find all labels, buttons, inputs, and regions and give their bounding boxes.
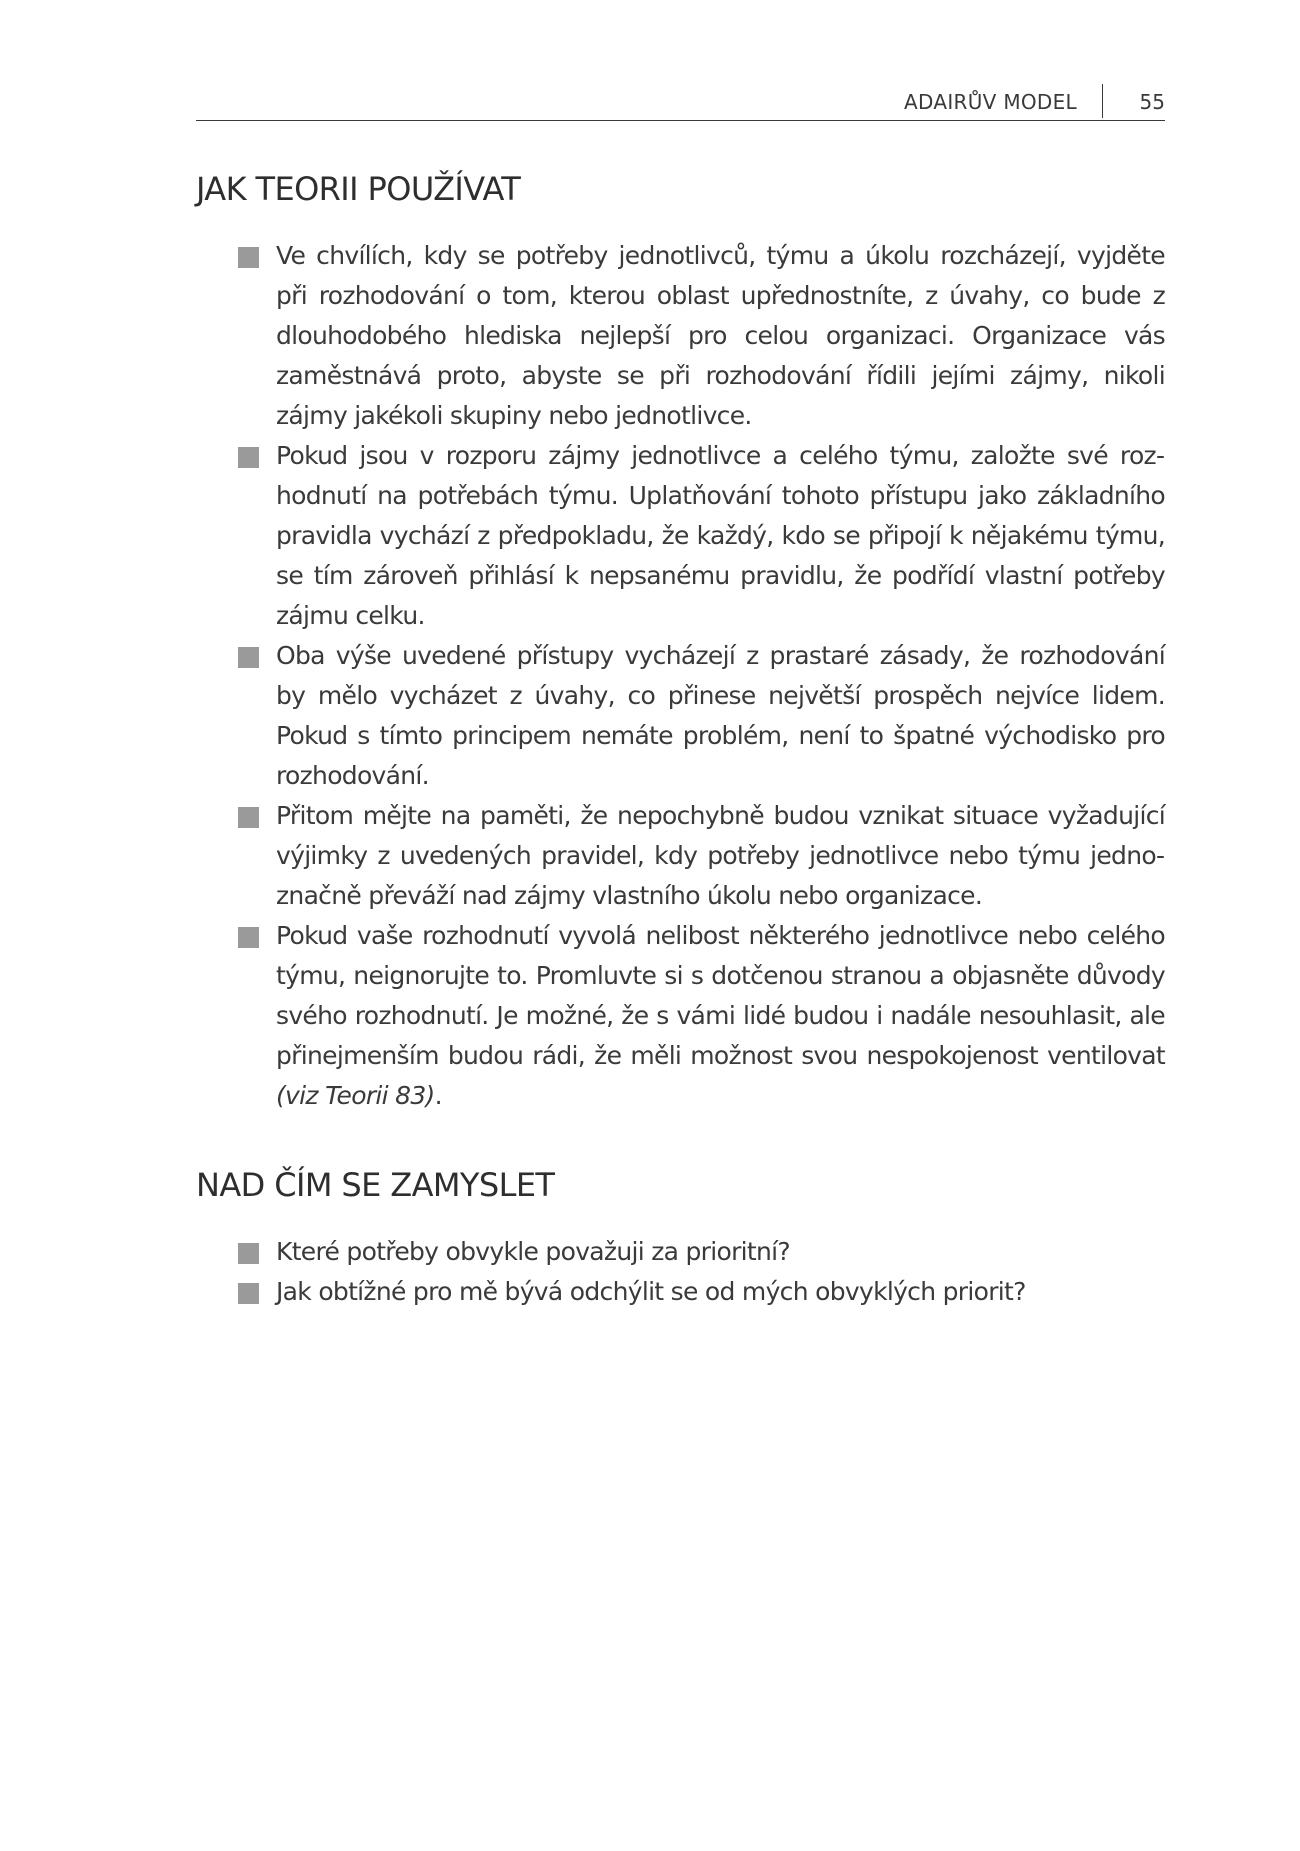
list-item-text: Ve chvílích, kdy se potřeby jednotlivců, týmu a úkolu rozcházejí, vyjděte při rozhodování o tom, kterou oblast upřednostníte, z úvahy, co bude z dlouhodobého hlediska nejlepší pro celou organizaci. Organizace vás zaměstnává proto, abyste se při rozhodování řídili jejími zájmy, nikoli zájmy jakékoli skupiny nebo jednotlivce. xyxy=(276,241,1165,430)
theory-reference: (viz Teorii 83) xyxy=(276,1081,435,1110)
list-item xyxy=(238,916,1165,1116)
list-item-text: Přitom mějte na paměti, že nepochybně budou vznikat situace vyžadující výjimky z uvedených pravidel, kdy potřeby jednotlivce nebo týmu jednoznačně převáží nad zájmy vlastního úkolu nebo organizace. xyxy=(276,801,1165,910)
list-item xyxy=(238,436,1165,636)
header-divider xyxy=(1102,84,1104,118)
square-bullet-icon xyxy=(238,447,259,468)
list-item-text: Které potřeby obvykle považuji za prioritní? xyxy=(276,1237,790,1266)
square-bullet-icon xyxy=(238,247,259,268)
list-item-text: Oba výše uvedené přístupy vycházejí z prastaré zásady, že rozhodování by mělo vycházet z úvahy, co přinese největší prospěch nejvíce lidem. Pokud s tímto principem nemáte problém, není to špatné východisko pro rozhodování. xyxy=(276,641,1165,790)
list-item xyxy=(238,636,1165,796)
list-item xyxy=(238,1232,1165,1272)
section-heading-reflection: NAD ČÍM SE ZAMYSLET xyxy=(196,1166,555,1204)
square-bullet-icon xyxy=(238,647,259,668)
list-item xyxy=(238,236,1165,436)
running-header xyxy=(196,84,1165,121)
square-bullet-icon xyxy=(238,807,259,828)
list-item-text: Jak obtížné pro mě bývá odchýlit se od mých obvyklých priorit? xyxy=(276,1277,1026,1306)
list-item-trailing: . xyxy=(434,1081,442,1110)
square-bullet-icon xyxy=(238,1243,259,1264)
list-item xyxy=(238,1272,1165,1312)
reflection-list xyxy=(238,1232,1165,1312)
how-to-use-list xyxy=(238,236,1165,1116)
square-bullet-icon xyxy=(238,1283,259,1304)
running-title: ADAIRŮV MODEL xyxy=(904,90,1077,114)
page-number: 55 xyxy=(1139,90,1165,114)
square-bullet-icon xyxy=(238,927,259,948)
list-item-text: Pokud jsou v rozporu zájmy jednotlivce a celého týmu, založte své rozhodnutí na potřebách týmu. Uplatňování tohoto přístupu jako základního pravidla vychází z předpokladu, že každý, kdo se připojí k nějakému týmu, se tím zároveň přihlásí k nepsanému pravidlu, že podřídí vlastní potřeby zájmu celku. xyxy=(276,441,1165,630)
list-item-text: Pokud vaše rozhodnutí vyvolá nelibost některého jednotlivce nebo celého týmu, neignorujte to. Promluvte si s dotčenou stranou a objasněte důvody svého rozhodnutí. Je možné, že s vámi lidé budou i nadále nesouhlasit, ale přinejmenším budou rádi, že měli možnost svou nespokojenost ventilovat xyxy=(276,921,1165,1070)
list-item xyxy=(238,796,1165,916)
section-heading-how-to-use: JAK TEORII POUŽÍVAT xyxy=(196,170,521,208)
